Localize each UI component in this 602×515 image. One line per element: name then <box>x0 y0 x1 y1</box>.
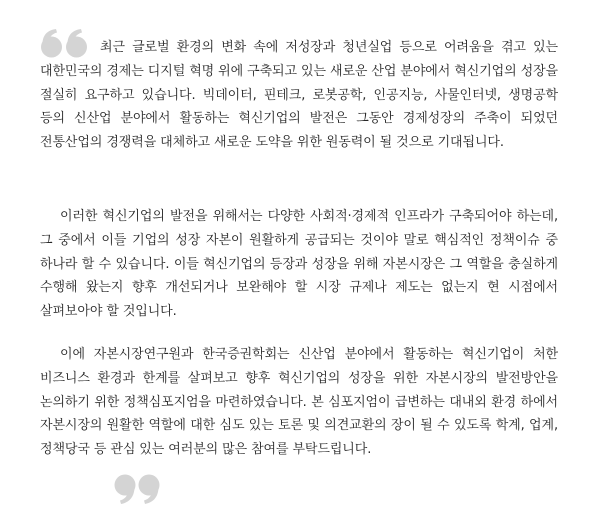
foreword-paragraph-2: 이러한 혁신기업의 발전을 위해서는 다양한 사회적·경제적 인프라가 구축되어야 하는데, 그 중에서 이들 기업의 성장 자본이 원활하게 공급되는 것이야 말로 핵심적인 정책이슈 중 하나라 할 수 있습니다. 이들 혁신기업의 등장과 성장을 위해 자본시장은 그 역할을 충실하게 수행해 왔는지 향후 개선되거나 보완해야 할 시장 규제나 제도는 없는지 현 시점에서 살펴보아야 할 것입니다. <box>40 209 558 320</box>
foreword-paragraph-3: 이에 자본시장연구원과 한국증권학회는 신산업 분야에서 활동하는 혁신기업이 처한 비즈니스 환경과 한계를 살펴보고 향후 혁신기업의 성장을 위한 자본시장의 발전방안을 논의하기 위한 정책심포지엄을 마련하였습니다. 본 심포지엄이 급변하는 대내외 환경 하에서 자본시장의 원활한 역할에 대한 심도 있는 토론 및 의견교환의 장이 될 수 있도록 학계, 업계, 정책당국 등 관심 있는 여러분의 많은 참여를 부탁드립니다. <box>40 347 558 458</box>
close-quote-icon <box>114 474 162 504</box>
foreword-paragraph-1: 최근 글로벌 환경의 변화 속에 저성장과 청년실업 등으로 어려움을 겪고 있는 대한민국의 경제는 디지털 혁명 위에 구축되고 있는 새로운 산업 분야에서 혁신기업의 성장을 절실히 요구하고 있습니다. 빅데이터, 핀테크, 로봇공학, 인공지능, 사물인터넷, 생명공학 등의 신산업 분야에서 활동하는 혁신기업의 발전은 그동안 경제성장의 주축이 되었던 전통산업의 경쟁력을 대체하고 새로운 도약을 위한 원동력이 될 것으로 기대됩니다. <box>40 40 558 151</box>
